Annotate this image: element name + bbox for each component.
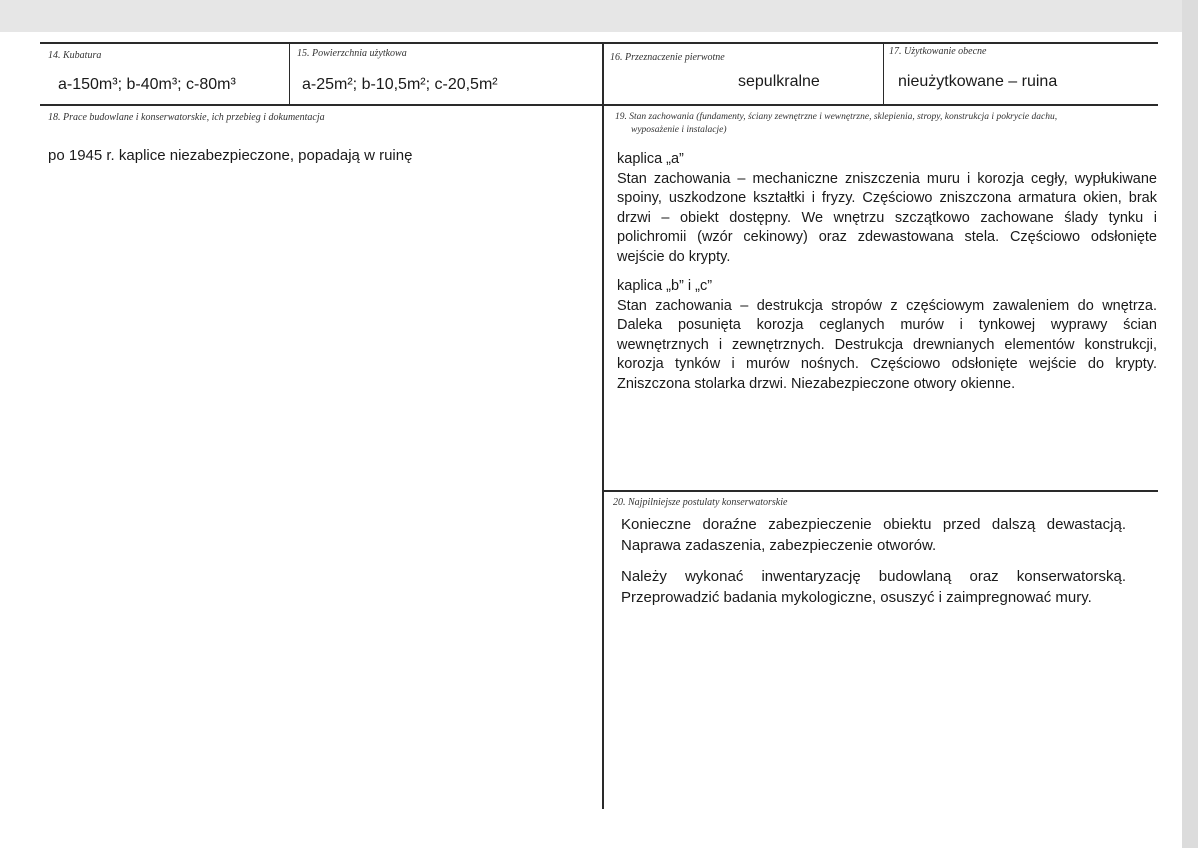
prace-value: po 1945 r. kaplice niezabezpieczone, popadają w ruinę bbox=[48, 147, 413, 164]
prace-label: 18. Prace budowlane i konserwatorskie, ich przebieg i dokumentacja bbox=[48, 112, 325, 123]
scan-edge bbox=[1182, 0, 1198, 848]
kubatura-label: 14. Kubatura bbox=[48, 50, 102, 61]
powierzchnia-value: a-25m²; b-10,5m²; c-20,5m² bbox=[302, 76, 498, 93]
row-divider bbox=[40, 104, 1158, 106]
postulaty-divider bbox=[603, 490, 1158, 492]
kaplica-a-title: kaplica „a” bbox=[617, 151, 684, 167]
postulaty-p2: Należy wykonać inwentaryzację budowlaną oraz konserwatorską. Przeprowadzić badania mykologiczne, osuszyć i zaimpregnować mury. bbox=[621, 568, 1126, 606]
center-divider bbox=[602, 43, 604, 809]
divider-14-15 bbox=[289, 43, 290, 105]
kaplica-a-text: Stan zachowania – mechaniczne zniszczenia muru i korozja cegły, wypłukiwane spoiny, uszkodzone kształtki i fryzy. Częściowo zniszczona armatura okien, brak drzwi – obiekt dostępny. We wnętrzu szczątkowo zachowane ślady tynku i polichromii (wzór cekinowy) oraz zdewastowana stela. Częściowo odsłonięte wejście do krypty. bbox=[617, 170, 1157, 265]
stan-label-cont: wyposażenie i instalacje) bbox=[631, 125, 727, 135]
kubatura-value: a-150m³; b-40m³; c-80m³ bbox=[58, 76, 236, 93]
postulaty-p1: Konieczne doraźne zabezpieczenie obiektu przed dalszą dewastacją. Naprawa zadaszenia, zabezpieczenie otworów. bbox=[621, 516, 1126, 554]
kaplica-bc-text: Stan zachowania – destrukcja stropów z częściowym zawaleniem do wnętrza. Daleka posunięta korozja ceglanych murów i tynkowej wyprawy ścian wewnętrznych i zewnętrznych. Destrukcja drewnianych elementów konstrukcji, korozja tynków i murów nośnych. Częściowo odsłonięte wejście do krypty. Zniszczona stolarka drzwi. Niezabezpieczone otwory okienne. bbox=[617, 297, 1157, 392]
uzytkowanie-label: 17. Użytkowanie obecne bbox=[889, 46, 987, 57]
top-rule bbox=[40, 42, 1158, 44]
stan-label: 19. Stan zachowania (fundamenty, ściany zewnętrzne i wewnętrzne, sklepienia, stropy, konstrukcja i pokrycie dachu, bbox=[615, 112, 1058, 122]
postulaty-section bbox=[621, 514, 1126, 608]
divider-16-17 bbox=[883, 43, 884, 105]
stan-section bbox=[617, 150, 1157, 394]
przeznaczenie-value: sepulkralne bbox=[738, 73, 820, 90]
przeznaczenie-label: 16. Przeznaczenie pierwotne bbox=[610, 52, 725, 63]
kaplica-bc-title: kaplica „b” i „c” bbox=[617, 278, 713, 294]
uzytkowanie-value: nieużytkowane – ruina bbox=[898, 73, 1058, 90]
postulaty-label: 20. Najpilniejsze postulaty konserwatorskie bbox=[613, 497, 788, 508]
powierzchnia-label: 15. Powierzchnia użytkowa bbox=[297, 48, 407, 59]
